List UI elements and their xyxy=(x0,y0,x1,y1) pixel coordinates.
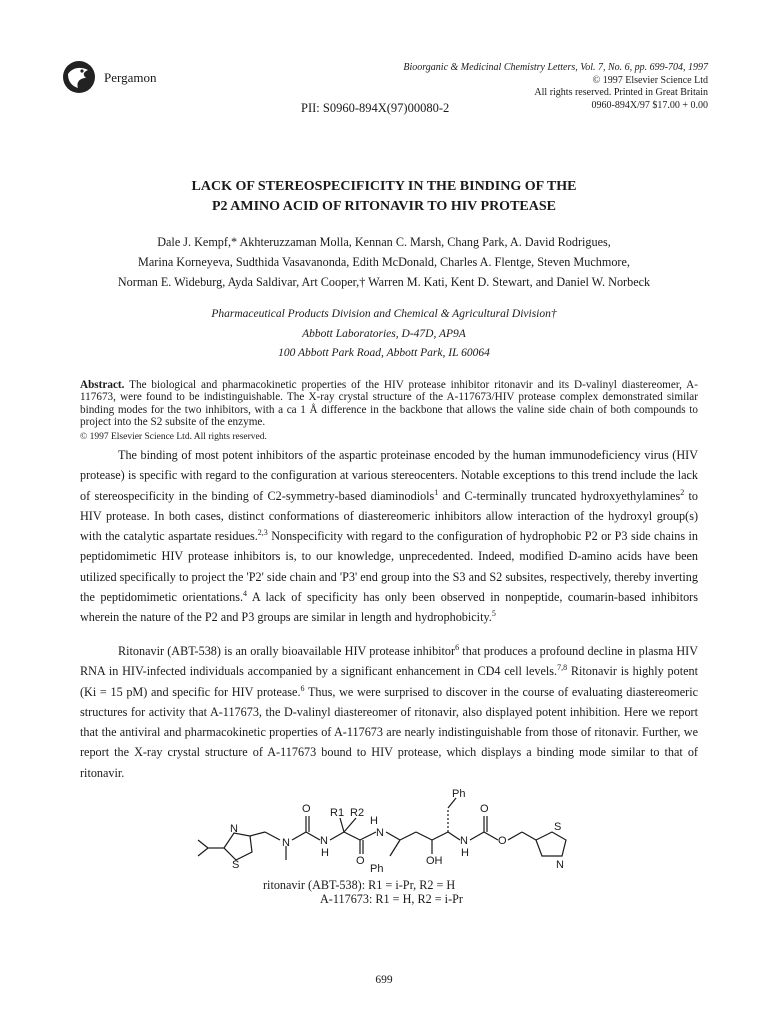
atom-label: Ph xyxy=(370,863,384,875)
atom-label: H xyxy=(370,815,378,827)
paper-title xyxy=(0,177,768,217)
atom-label: O xyxy=(498,835,507,847)
journal-copyright: © 1997 Elsevier Science Ltd xyxy=(592,74,708,86)
atom-label: N xyxy=(556,859,564,871)
reference-mark: 2 xyxy=(680,487,685,497)
author-line: Marina Korneyeva, Sudthida Vasavanonda, Edith McDonald, Charles A. Flentge, Steven Muchmore, xyxy=(138,255,630,269)
abstract-text: The biological and pharmacokinetic properties of the HIV protease inhibitor ritonavir and its D-valinyl diastereomer, A-117673, were found to be indistinguishable. The X-ray crystal structure of the A-117673/HIV protease complex demonstrated similar binding modes for the two inhibitors, with a ca 1 Å difference in the backbone that allows the valine side chain of both compounds to project into the S2 subsite of the enzyme. xyxy=(80,379,698,428)
abstract-label: Abstract. xyxy=(80,379,125,391)
reference-mark: 6 xyxy=(455,642,460,652)
atom-label: H xyxy=(461,847,469,859)
journal-issn: 0960-894X/97 $17.00 + 0.00 xyxy=(591,99,708,111)
affiliation xyxy=(0,305,768,364)
pergamon-logo-icon xyxy=(62,60,96,94)
atom-label: N xyxy=(320,835,328,847)
author-line: Norman E. Wideburg, Ayda Saldivar, Art Cooper,† Warren M. Kati, Kent D. Stewart, and Daniel W. Norbeck xyxy=(117,275,651,289)
ritonavir-structure-diagram xyxy=(190,788,590,878)
reference-mark: 6 xyxy=(300,683,305,693)
atom-label: N xyxy=(460,835,468,847)
paragraph-text: A lack of specificity has only been observed in nonpeptide, coumarin-based inhibitors wherein the nature of the P2 and P3 groups are similar in length and hydrophobicity. xyxy=(80,590,698,625)
atom-label: OH xyxy=(426,855,443,867)
abstract xyxy=(80,379,698,428)
author-line: Dale J. Kempf,* Akhteruzzaman Molla, Kennan C. Marsh, Chang Park, A. David Rodrigues, xyxy=(157,235,611,249)
atom-label: S xyxy=(232,859,240,871)
paragraph-text: Nonspecificity with regard to the configuration of hydrophobic P2 or P3 side chains in peptidomimetic HIV protease inhibitors is, to our knowledge, unprecedented. Indeed, modified D-amino acids have been utilized specifically to project the 'P2' side chain and 'P3' end group into the S3 and S2 subsites, respectively, thereby inverting the peptidomimetic orientations. xyxy=(80,529,699,605)
copyright-notice: © 1997 Elsevier Science Ltd. All rights reserved. xyxy=(80,432,267,442)
atom-label: S xyxy=(554,821,562,833)
atom-label: R1 xyxy=(330,807,345,819)
journal-citation: Bioorganic & Medicinal Chemistry Letters, Vol. 7, No. 6, pp. 699-704, 1997 xyxy=(403,62,708,73)
atom-label: H xyxy=(321,847,329,859)
atom-label: Ph xyxy=(452,788,466,800)
journal-rights: All rights reserved. Printed in Great Britain xyxy=(534,87,708,98)
atom-label: N xyxy=(376,827,384,839)
affiliation-line: 100 Abbott Park Road, Abbott Park, IL 60064 xyxy=(278,347,490,359)
affiliation-line: Abbott Laboratories, D-47D, AP9A xyxy=(302,327,466,340)
reference-mark: 4 xyxy=(243,589,247,599)
author-list xyxy=(0,232,768,292)
paragraph-text: Thus, we were surprised to discover in the course of evaluating diastereomeric structures for activity that A-117673, the D-valinyl diastereomer of ritonavir, also displayed potent inhibition. Here we report that the antiviral and pharmacokinetic properties of A-117673 are nearly indistinguishable from those of ritonavir. Further, we report the X-ray crystal structure of A-117673 bound to HIV protease, which displays a binding mode similar to that of ritonavir. xyxy=(80,684,698,780)
atom-label: O xyxy=(302,803,311,815)
title-line: P2 AMINO ACID OF RITONAVIR TO HIV PROTEASE xyxy=(212,199,556,214)
body-paragraph-2 xyxy=(80,641,698,783)
publisher-name: Pergamon xyxy=(104,70,157,85)
reference-mark: 2,3 xyxy=(257,528,268,538)
atom-label: O xyxy=(356,855,365,867)
affiliation-line: Pharmaceutical Products Division and Chemical & Agricultural Division† xyxy=(211,308,557,320)
paragraph-text: and C-terminally truncated hydroxyethylamines xyxy=(438,488,681,503)
caption-a117673: A-117673: R1 = H, R2 = i-Pr xyxy=(320,892,463,906)
atom-label: N xyxy=(282,837,290,849)
reference-mark: 1 xyxy=(434,487,439,497)
atom-label: N xyxy=(230,823,238,835)
atom-label: R2 xyxy=(350,807,365,819)
paragraph-text: that produces a profound decline in plasma HIV RNA in HIV-infected individuals accompanied by a significant enhancement in CD4 cell levels. xyxy=(80,644,698,679)
body-paragraph-1 xyxy=(80,445,698,628)
reference-mark: 7,8 xyxy=(557,663,568,673)
paragraph-text: The binding of most potent inhibitors of the aspartic proteinase encoded by the human immunodeficiency virus (HIV protease) is specific with regard to the configuration at various stereocenters. Notable exceptions to this trend include the lack of stereospecificity in the binding of C2-symmetry-based diaminodiols xyxy=(80,448,698,503)
paragraph-text: to HIV protease. In both cases, distinct conformations of diastereomeric inhibitors allow interaction of the hydroxyl group(s) with the catalytic aspartate residues. xyxy=(80,488,698,544)
atom-label: O xyxy=(480,803,489,815)
paragraph-text: Ritonavir (ABT-538) is an orally bioavailable HIV protease inhibitor xyxy=(118,644,456,658)
title-line: LACK OF STEREOSPECIFICITY IN THE BINDING OF THE xyxy=(191,179,577,194)
caption-ritonavir: ritonavir (ABT-538): R1 = i-Pr, R2 = H xyxy=(263,878,456,892)
page-number: 699 xyxy=(375,974,393,986)
paragraph-text: Ritonavir is highly potent (Ki = 15 pM) and specific for HIV protease. xyxy=(80,664,698,699)
pii-identifier: PII: S0960-894X(97)00080-2 xyxy=(301,101,450,115)
reference-mark: 5 xyxy=(491,609,496,619)
